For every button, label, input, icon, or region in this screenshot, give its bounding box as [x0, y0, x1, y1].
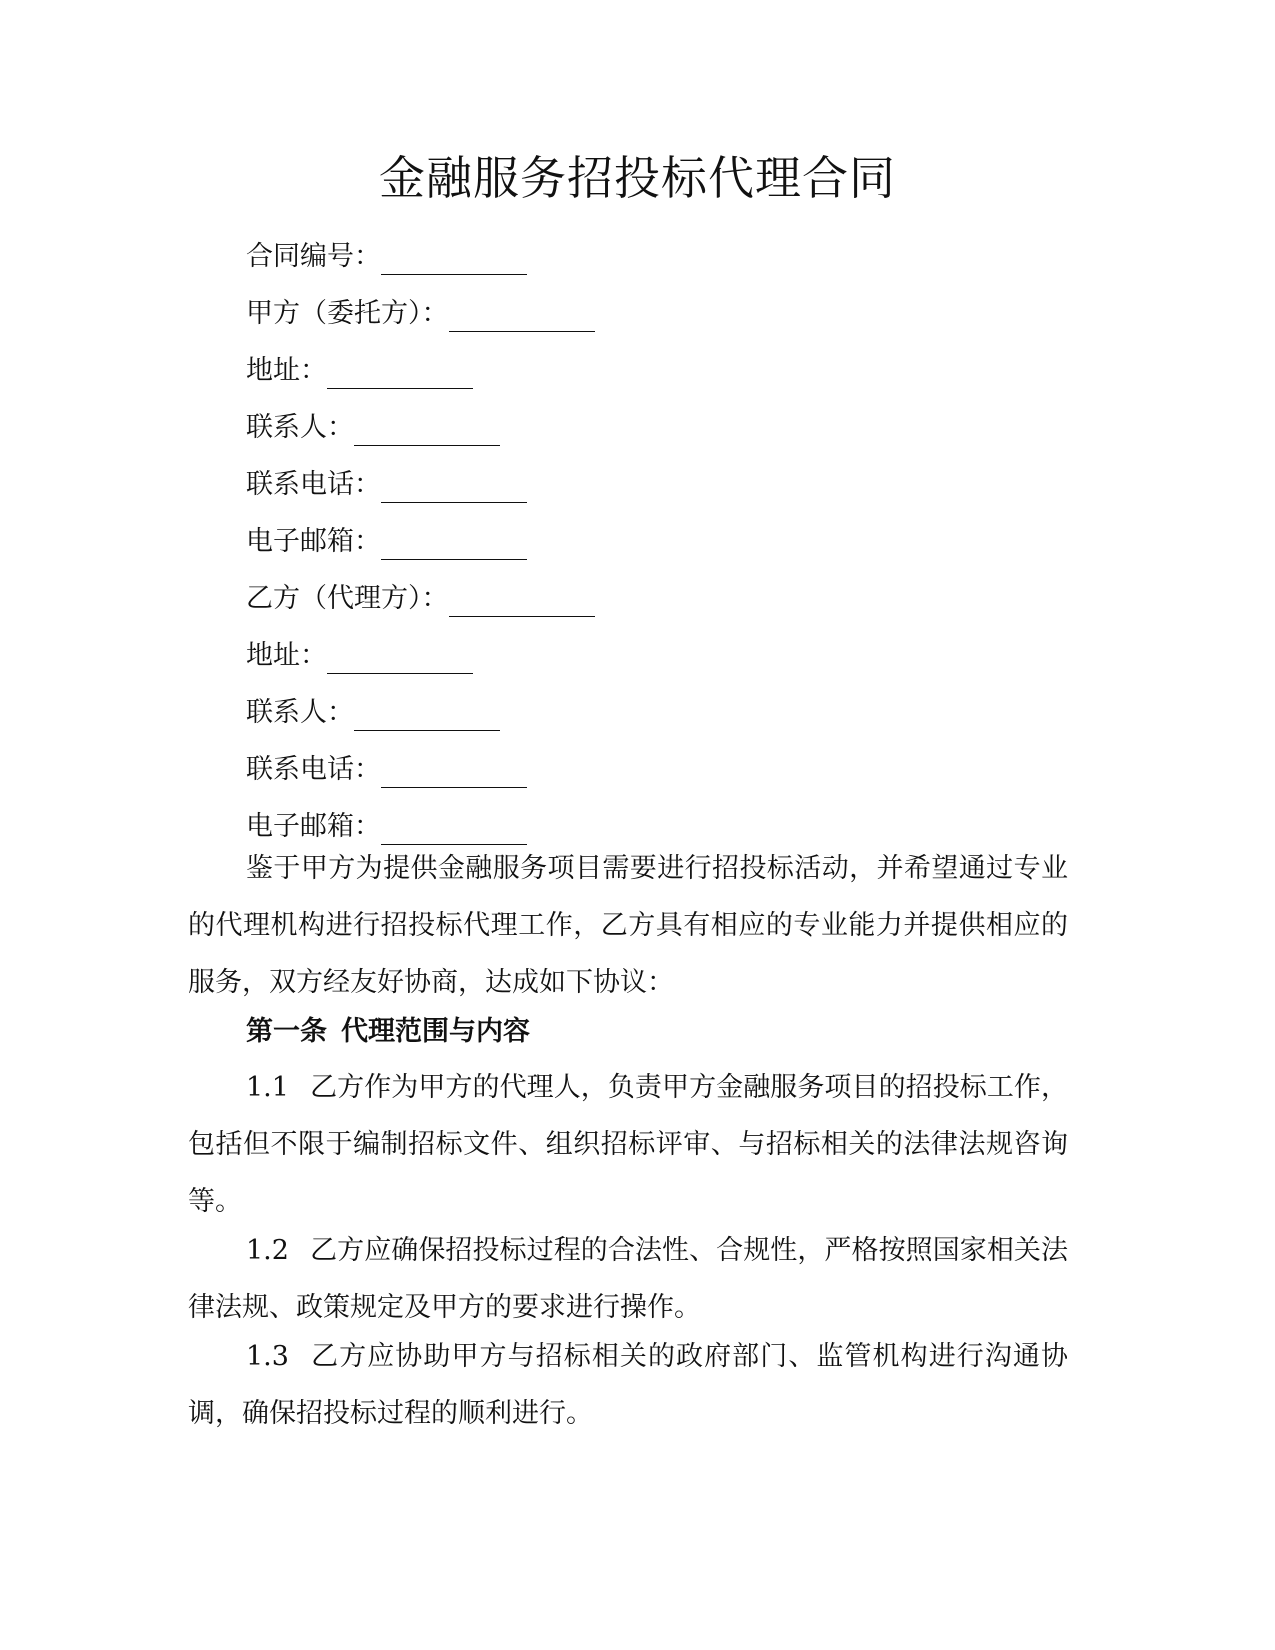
field-party-b-address — [246, 627, 1066, 684]
field-party-a-contact — [246, 399, 1066, 456]
blank-line — [449, 301, 595, 332]
field-party-a-address — [246, 342, 1066, 399]
party-info-fields — [246, 228, 1066, 855]
field-label: 乙方（代理方）： — [246, 583, 449, 614]
field-party-b-phone — [246, 741, 1066, 798]
clause-paragraph — [188, 1059, 1068, 1230]
field-party-b-contact — [246, 684, 1066, 741]
clause-text: 乙方应协助甲方与招标相关的政府部门、监管机构进行沟通协调，确保招投标过程的顺利进行。 — [188, 1341, 1068, 1429]
clause-text: 乙方作为甲方的代理人，负责甲方金融服务项目的招投标工作，包括但不限于编制招标文件、组织招标评审、与招标相关的法律法规咨询等。 — [188, 1072, 1068, 1217]
article-heading — [246, 1003, 530, 1060]
blank-line — [449, 586, 595, 617]
field-label: 联系电话： — [246, 469, 381, 500]
blank-line — [381, 472, 527, 503]
blank-line — [381, 244, 527, 275]
field-label: 甲方（委托方）： — [246, 298, 449, 329]
field-label: 地址： — [246, 355, 327, 386]
clause-paragraph — [188, 1222, 1068, 1336]
blank-line — [381, 529, 527, 560]
field-party-a-phone — [246, 456, 1066, 513]
clause-text: 乙方应确保招投标过程的合法性、合规性，严格按照国家相关法律法规、政策规定及甲方的要求进行操作。 — [188, 1235, 1068, 1323]
field-label: 联系人： — [246, 697, 354, 728]
blank-line — [327, 643, 473, 674]
blank-line — [381, 757, 527, 788]
document-title: 金融服务招投标代理合同 — [379, 151, 896, 205]
field-label: 联系人： — [246, 412, 354, 443]
clause-paragraph — [188, 1328, 1068, 1442]
clause-number: 1.2 — [246, 1235, 289, 1266]
blank-line — [354, 700, 500, 731]
field-party-a-email — [246, 513, 1066, 570]
preamble-paragraph: 鉴于甲方为提供金融服务项目需要进行招投标活动，并希望通过专业的代理机构进行招投标代理工作，乙方具有相应的专业能力并提供相应的服务，双方经友好协商，达成如下协议： — [188, 853, 1068, 998]
field-party-a — [246, 285, 1066, 342]
field-label: 合同编号： — [246, 241, 381, 272]
article-title: 代理范围与内容 — [341, 1016, 530, 1047]
field-label: 联系电话： — [246, 754, 381, 785]
blank-line — [354, 415, 500, 446]
field-label: 电子邮箱： — [246, 526, 381, 557]
field-label: 地址： — [246, 640, 327, 671]
field-label: 电子邮箱： — [246, 811, 381, 842]
article-number: 第一条 — [246, 1016, 327, 1047]
blank-line — [327, 358, 473, 389]
clause-number: 1.3 — [246, 1341, 289, 1372]
clause-number: 1.1 — [246, 1072, 289, 1103]
field-contract-number — [246, 228, 1066, 285]
field-party-b — [246, 570, 1066, 627]
